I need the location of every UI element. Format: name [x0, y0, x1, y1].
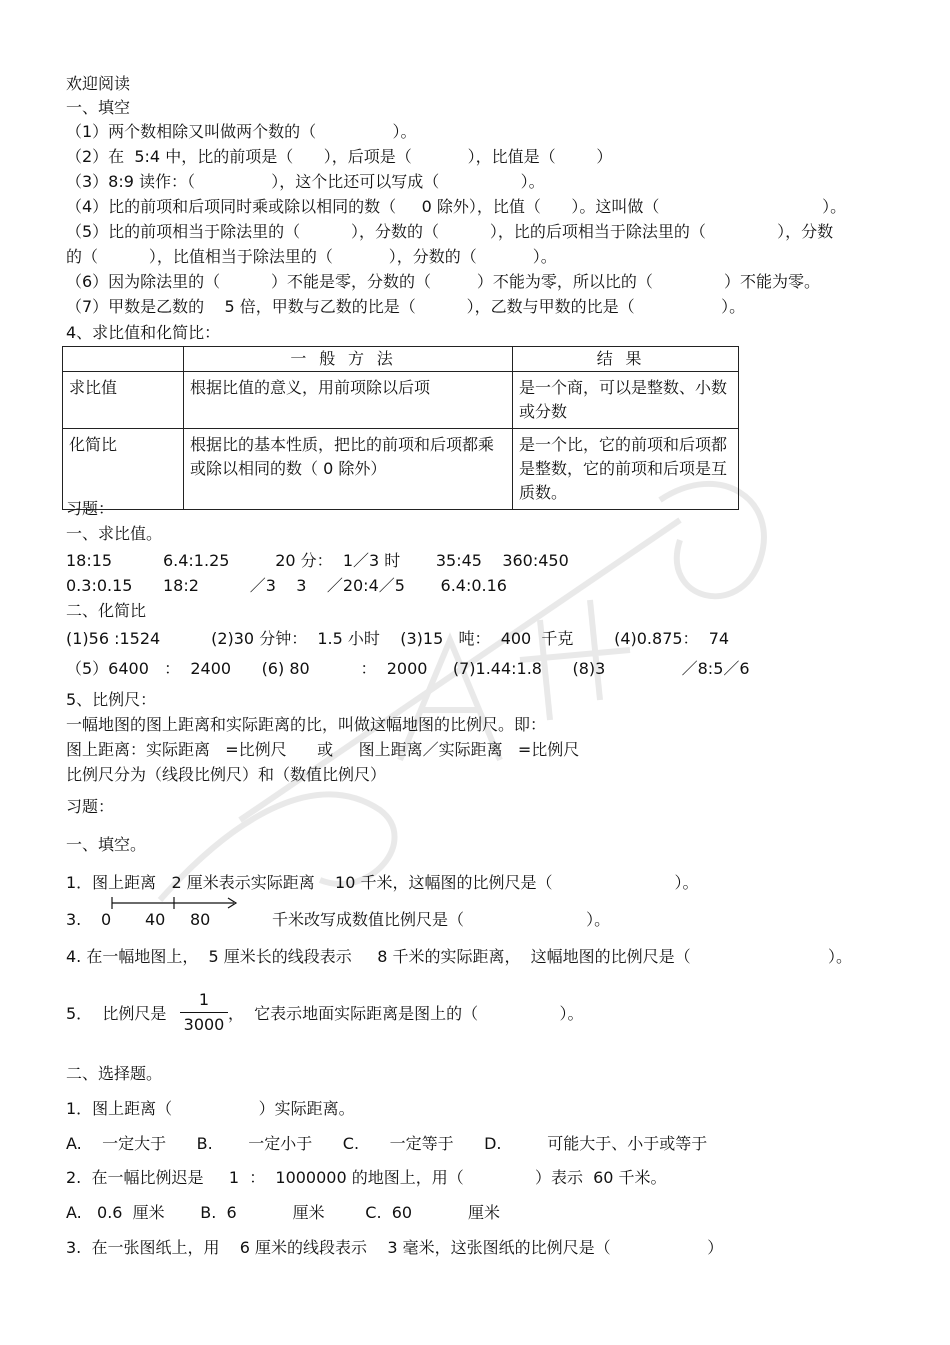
exercise2-q3-text: 千米改写成数值比例尺是（ ）。 [272, 910, 611, 929]
fill-q5-line1: （5）比的前项相当于除法里的（ ），分数的（ ），比的后项相当于除法里的（ ），分数 [66, 222, 834, 241]
fill-section-title: 一、填空 [66, 98, 131, 117]
fraction-bar [180, 1012, 228, 1013]
table-cell: 化简比 [63, 429, 184, 510]
table-header-cell [63, 347, 184, 372]
choice-q3: 3. 在一张图纸上，用 6 厘米的线段表示 3 毫米，这张图纸的比例尺是（ ） [66, 1238, 724, 1257]
exercise1-row3: (1)56 :1524 (2)30 分钟： 1.5 小时 (3)15 吨： 400 千克 (4)0.875： 74 [66, 629, 730, 648]
exercise2-q4: 4. 在一幅地图上， 5 厘米长的线段表示 8 千米的实际距离， 这幅地图的比例尺是（ ）。 [66, 947, 852, 966]
choice-q2-options: A. 0.6 厘米 B. 6 厘米 C. 60 厘米 [66, 1203, 501, 1222]
exercise2-q5-prefix: 5． 比例尺是 [66, 1004, 167, 1023]
section5-line2: 图上距离：实际距离 =比例尺 或 图上距离／实际距离 =比例尺 [66, 740, 580, 759]
table-cell: 根据比值的意义，用前项除以后项 [184, 372, 513, 429]
choice-q1: 1．图上距离（ ）实际距离。 [66, 1099, 355, 1118]
fill-q2: （2）在 5:4 中，比的前项是（ ），后项是（ ），比值是（ ） [66, 147, 613, 166]
table-header-row [63, 347, 739, 372]
scale-label-40: 40 [145, 910, 166, 929]
exercise1-title: 习题： [66, 499, 115, 518]
choice-section-title: 二、选择题。 [66, 1064, 163, 1083]
exercise1-row2: 0.3:0.15 18:2 ／3 3 ／20:4／5 6.4:0.16 [66, 576, 507, 595]
fill-q1: （1）两个数相除又叫做两个数的（ ）。 [66, 122, 417, 141]
table-row [63, 372, 739, 429]
scale-label-80: 80 [190, 910, 211, 929]
section5-line1: 一幅地图的图上距离和实际距离的比，叫做这幅地图的比例尺。即： [66, 715, 547, 734]
exercise2-q1: 1．图上距离 2 厘米表示实际距离 10 千米，这幅图的比例尺是（ ）。 [66, 873, 699, 892]
section4-title: 4、求比值和化简比： [66, 323, 221, 342]
exercise2-q5-text: ， 它表示地面实际距离是图上的（ ）。 [228, 1004, 584, 1023]
fill-q7: （7）甲数是乙数的 5 倍，甲数与乙数的比是（ ），乙数与甲数的比是（ ）。 [66, 297, 746, 316]
exercise1-row4: （5）6400 ： 2400 (6) 80 ： 2000 (7)1.44:1.8 (8)3 ／8:5／6 [66, 659, 750, 678]
exercise2-q3-prefix: 3. [66, 910, 82, 929]
exercise2-title: 习题： [66, 797, 115, 816]
table-cell: 是一个商，可以是整数、小数或分数 [513, 372, 739, 429]
fraction-numerator: 1 [198, 990, 210, 1009]
table-header-cell: 一般方法 [184, 347, 513, 372]
exercise1-row1: 18:15 6.4:1.25 20 分： 1／3 时 35:45 360:450 [66, 551, 569, 570]
fill-q6: （6）因为除法里的（ ）不能是零，分数的（ ）不能为零，所以比的（ ）不能为零。 [66, 272, 821, 291]
choice-q1-options: A. 一定大于 B. 一定小于 C. 一定等于 D. 可能大于、小于或等于 [66, 1134, 708, 1153]
fill-q5-line2: 的（ ），比值相当于除法里的（ ），分数的（ ）。 [66, 247, 557, 266]
fill-q3: （3）8:9 读作：（ ），这个比还可以写成（ ）。 [66, 172, 545, 191]
exercise2-fill-title: 一、填空。 [66, 835, 147, 854]
scale-label-0: 0 [101, 910, 112, 929]
choice-q2: 2. 在一幅比例迟是 1 ： 1000000 的地图上，用（ ）表示 60 千米。 [66, 1168, 667, 1187]
scale-fraction [176, 990, 232, 1035]
exercise1-part1-title: 一、求比值。 [66, 524, 163, 543]
fraction-denominator: 3000 [183, 1015, 225, 1034]
table-cell: 求比值 [63, 372, 184, 429]
header-text: 欢迎阅读 [66, 74, 131, 93]
exercise1-part2-title: 二、化简比 [66, 601, 147, 620]
ratio-method-table [62, 346, 739, 510]
table-cell: 根据比的基本性质，把比的前项和后项都乘或除以相同的数（ 0 除外） [184, 429, 513, 510]
fill-q4: （4）比的前项和后项同时乘或除以相同的数（ 0 除外），比值（ ）。这叫做（ ）。 [66, 197, 847, 216]
section5-title: 5、比例尺： [66, 690, 157, 709]
table-row [63, 429, 739, 510]
table-header-cell: 结果 [513, 347, 739, 372]
table-cell: 是一个比，它的前项和后项都是整数，它的前项和后项是互质数。 [513, 429, 739, 510]
section5-line3: 比例尺分为（线段比例尺）和（数值比例尺） [66, 765, 387, 784]
